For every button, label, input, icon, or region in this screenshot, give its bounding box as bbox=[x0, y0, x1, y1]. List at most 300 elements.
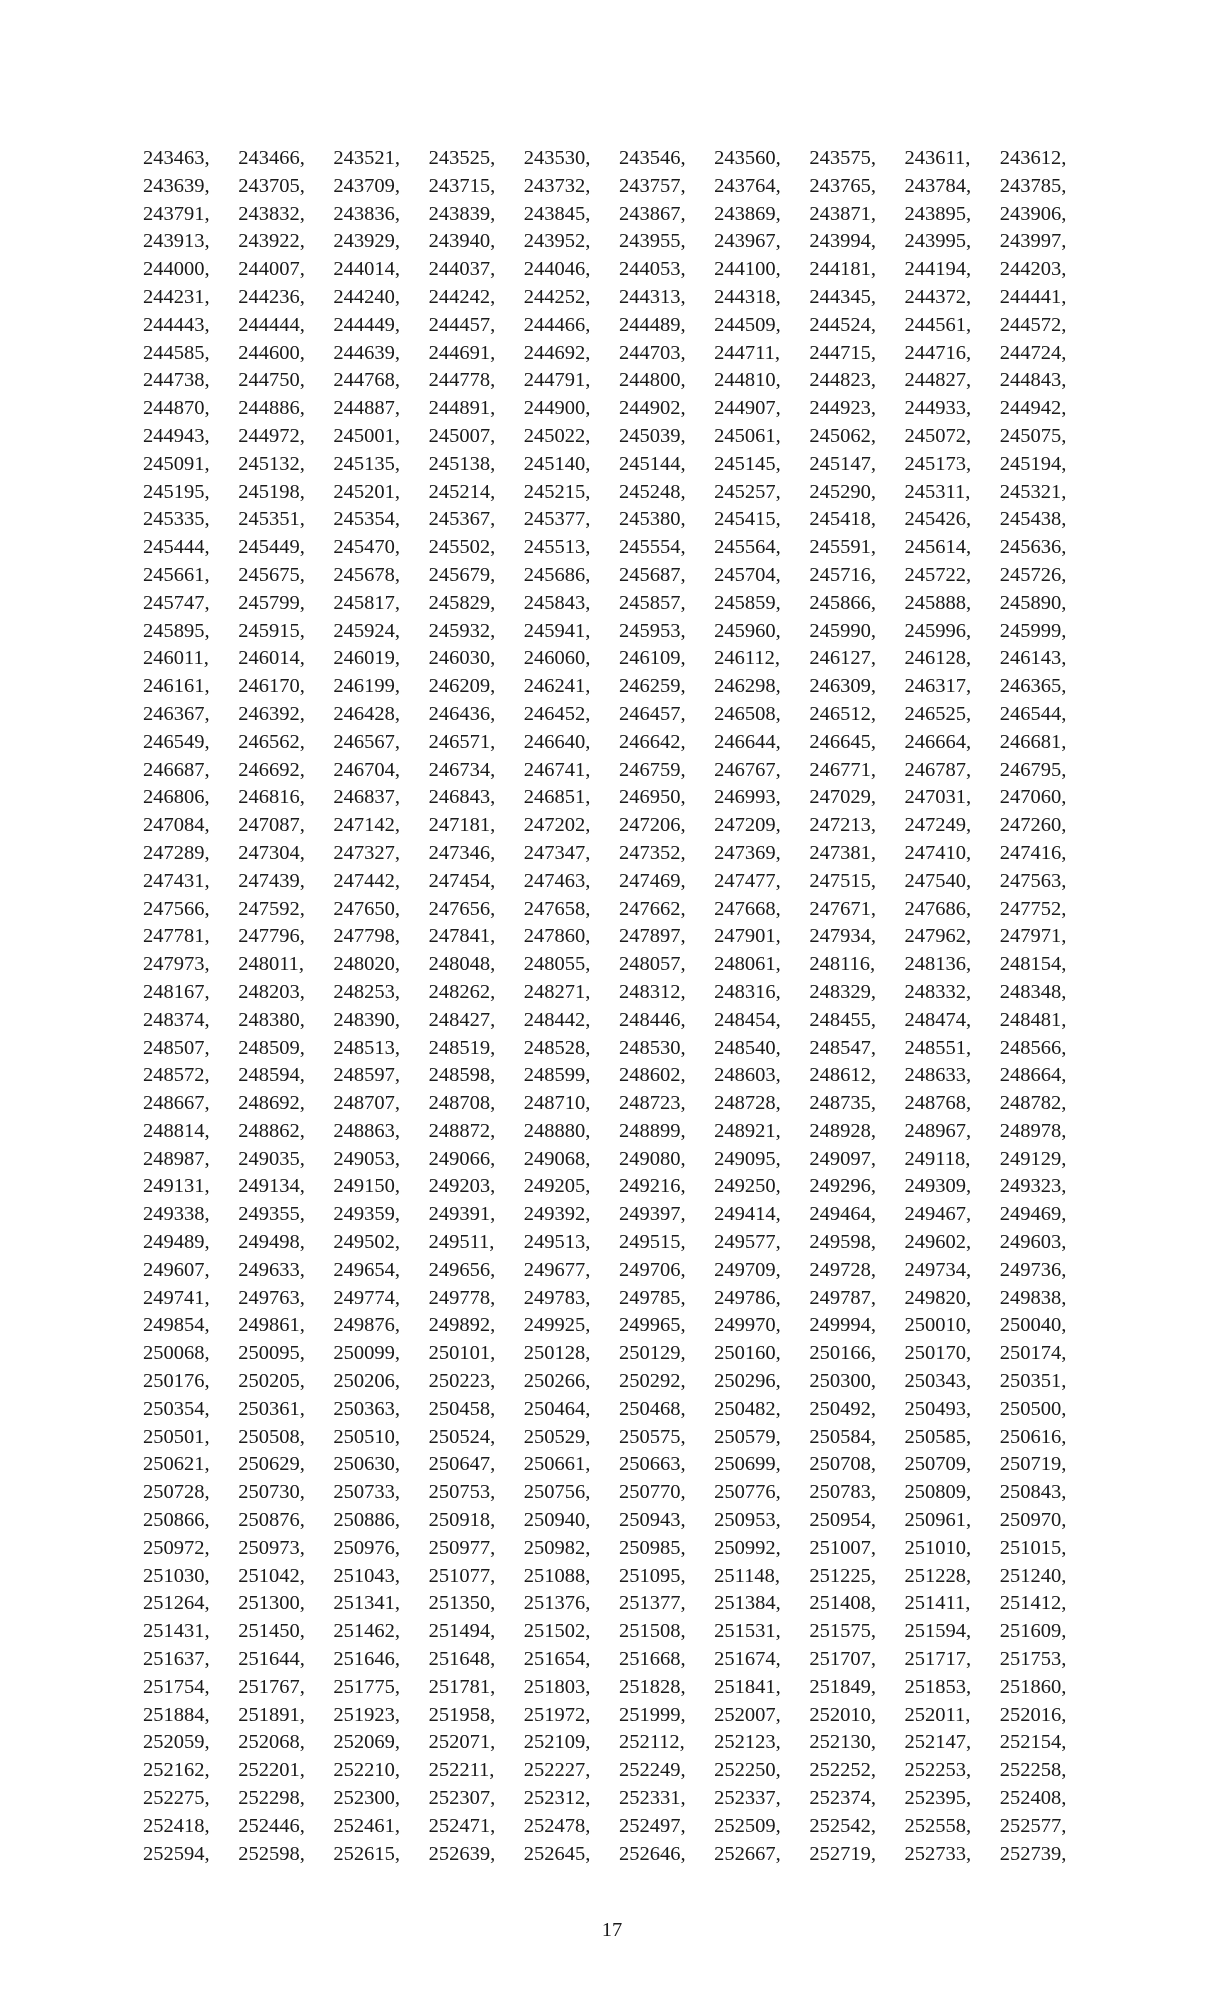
number-entry: 252211, bbox=[428, 1759, 495, 1782]
number-entry: 247439, bbox=[238, 869, 305, 892]
number-entry: 244933, bbox=[904, 397, 972, 420]
number-entry: 244800, bbox=[618, 369, 686, 392]
number-entry: 244750, bbox=[238, 369, 305, 392]
number-entry: 243836, bbox=[333, 202, 400, 225]
number-entry: 245564, bbox=[714, 536, 781, 559]
number-entry: 248329, bbox=[809, 980, 876, 1003]
number-entry: 248768, bbox=[904, 1092, 972, 1115]
number-entry: 244443, bbox=[143, 313, 210, 336]
number-entry: 249677, bbox=[523, 1258, 591, 1281]
number-entry: 243560, bbox=[714, 147, 781, 169]
number-entry: 247416, bbox=[999, 841, 1067, 864]
number-entry: 243709, bbox=[333, 174, 400, 197]
number-entry: 245426, bbox=[904, 508, 972, 531]
number-entry: 251376, bbox=[523, 1592, 591, 1615]
number-entry: 249706, bbox=[618, 1258, 686, 1281]
number-entry: 246993, bbox=[714, 786, 781, 809]
number-entry: 247289, bbox=[143, 841, 210, 864]
number-entry: 247142, bbox=[333, 814, 400, 837]
number-entry: 251754, bbox=[143, 1675, 210, 1698]
number-entry: 250354, bbox=[143, 1397, 210, 1420]
number-entry: 246664, bbox=[904, 730, 972, 753]
number-entry: 252446, bbox=[238, 1814, 305, 1837]
number-entry: 249783, bbox=[523, 1286, 591, 1309]
number-entry: 252227, bbox=[523, 1759, 591, 1782]
number-entry: 252298, bbox=[238, 1787, 305, 1810]
number-entry: 249053, bbox=[333, 1147, 400, 1170]
number-entry: 243732, bbox=[523, 174, 591, 197]
number-entry: 248880, bbox=[523, 1119, 591, 1142]
number-entry: 252059, bbox=[143, 1731, 210, 1754]
number-entry: 245636, bbox=[999, 536, 1067, 559]
number-entry: 251350, bbox=[428, 1592, 496, 1615]
number-entry: 249838, bbox=[999, 1286, 1067, 1309]
number-entry: 250128, bbox=[523, 1342, 591, 1365]
number-entry: 250458, bbox=[428, 1397, 496, 1420]
number-entry: 250508, bbox=[238, 1425, 305, 1448]
number-entry: 248136, bbox=[904, 953, 972, 976]
number-entry: 244691, bbox=[428, 341, 496, 364]
number-entry: 252331, bbox=[618, 1787, 686, 1810]
number-entry: 250266, bbox=[523, 1370, 591, 1393]
number-entry: 249861, bbox=[238, 1314, 305, 1337]
number-entry: 249787, bbox=[809, 1286, 876, 1309]
number-entry: 246011, bbox=[143, 647, 209, 670]
number-entry: 247442, bbox=[333, 869, 400, 892]
number-entry: 246692, bbox=[238, 758, 305, 781]
number-entry: 249095, bbox=[714, 1147, 781, 1170]
number-entry: 249359, bbox=[333, 1203, 400, 1226]
number-entry: 250783, bbox=[809, 1481, 876, 1504]
number-entry: 244887, bbox=[333, 397, 400, 420]
number-entry: 243967, bbox=[714, 230, 781, 253]
number-entry: 249467, bbox=[904, 1203, 972, 1226]
number-entry: 249734, bbox=[904, 1258, 972, 1281]
number-entry: 245418, bbox=[809, 508, 876, 531]
number-entry: 248863, bbox=[333, 1119, 400, 1142]
number-entry: 249598, bbox=[809, 1231, 876, 1254]
number-entry: 247860, bbox=[523, 925, 591, 948]
number-entry: 248509, bbox=[238, 1036, 305, 1059]
number-entry: 249131, bbox=[143, 1175, 210, 1198]
number-entry: 243525, bbox=[428, 147, 496, 169]
number-entry: 244891, bbox=[428, 397, 496, 420]
number-entry: 245953, bbox=[618, 619, 686, 642]
number-entry: 246644, bbox=[714, 730, 781, 753]
number-entry: 248664, bbox=[999, 1064, 1067, 1087]
number-entry: 246562, bbox=[238, 730, 305, 753]
number-entry: 244692, bbox=[523, 341, 591, 364]
number-entry: 245996, bbox=[904, 619, 972, 642]
number-entry: 250647, bbox=[428, 1453, 496, 1476]
number-entry: 244923, bbox=[809, 397, 876, 420]
number-entry: 252069, bbox=[333, 1731, 400, 1754]
number-entry: 250719, bbox=[999, 1453, 1067, 1476]
number-entry: 249778, bbox=[428, 1286, 496, 1309]
number-entry: 250629, bbox=[238, 1453, 305, 1476]
number-entry: 251015, bbox=[999, 1536, 1067, 1559]
number-entry: 246512, bbox=[809, 702, 876, 725]
number-entry: 244810, bbox=[714, 369, 781, 392]
number-entry: 248332, bbox=[904, 980, 972, 1003]
number-entry: 251095, bbox=[618, 1564, 686, 1587]
number-entry: 246298, bbox=[714, 675, 781, 698]
number-entry: 243832, bbox=[238, 202, 305, 225]
number-entry: 244037, bbox=[428, 258, 496, 281]
number-entry: 245941, bbox=[523, 619, 591, 642]
number-entry: 248967, bbox=[904, 1119, 972, 1142]
number-entry: 248374, bbox=[143, 1008, 210, 1031]
number-entry: 243869, bbox=[714, 202, 781, 225]
number-entry: 244972, bbox=[238, 424, 305, 447]
number-entry: 248551, bbox=[904, 1036, 972, 1059]
number-entry: 247662, bbox=[618, 897, 686, 920]
number-entry: 250174, bbox=[999, 1342, 1067, 1365]
number-entry: 248978, bbox=[999, 1119, 1067, 1142]
number-entry: 243997, bbox=[999, 230, 1067, 253]
number-entry: 247084, bbox=[143, 814, 210, 837]
number-entry: 248633, bbox=[904, 1064, 972, 1087]
number-entry: 251637, bbox=[143, 1648, 210, 1671]
number-entry: 252733, bbox=[904, 1842, 972, 1865]
number-entry: 252542, bbox=[809, 1814, 876, 1837]
number-entry: 244007, bbox=[238, 258, 305, 281]
number-entry: 248597, bbox=[333, 1064, 400, 1087]
number-entry: 250970, bbox=[999, 1509, 1067, 1532]
number-entry: 243839, bbox=[428, 202, 496, 225]
number-entry: 250843, bbox=[999, 1481, 1067, 1504]
number-entry: 243785, bbox=[999, 174, 1067, 197]
number-entry: 250584, bbox=[809, 1425, 876, 1448]
number-entry: 249392, bbox=[523, 1203, 591, 1226]
number-entry: 244466, bbox=[523, 313, 591, 336]
number-entry: 252154, bbox=[999, 1731, 1067, 1754]
number-entry: 248598, bbox=[428, 1064, 496, 1087]
number-entry: 250992, bbox=[714, 1536, 781, 1559]
number-entry: 246112, bbox=[714, 647, 780, 670]
number-entry: 250292, bbox=[618, 1370, 686, 1393]
number-entry: 245817, bbox=[333, 591, 400, 614]
number-entry: 252646, bbox=[618, 1842, 686, 1865]
number-entry: 250918, bbox=[428, 1509, 496, 1532]
number-entry: 243765, bbox=[809, 174, 876, 197]
number-entry: 247973, bbox=[143, 953, 210, 976]
number-entry: 245716, bbox=[809, 563, 876, 586]
number-entry: 248987, bbox=[143, 1147, 210, 1170]
number-entry: 252112, bbox=[618, 1731, 685, 1754]
number-entry: 249741, bbox=[143, 1286, 210, 1309]
number-entry: 250699, bbox=[714, 1453, 781, 1476]
number-entry: 249786, bbox=[714, 1286, 781, 1309]
number-entry: 252258, bbox=[999, 1759, 1067, 1782]
number-entry: 245415, bbox=[714, 508, 781, 531]
number-entry: 249469, bbox=[999, 1203, 1067, 1226]
number-entry: 245924, bbox=[333, 619, 400, 642]
number-entry: 245367, bbox=[428, 508, 496, 531]
number-entry: 245990, bbox=[809, 619, 876, 642]
number-entry: 246950, bbox=[618, 786, 686, 809]
number-entry: 243913, bbox=[143, 230, 210, 253]
number-entry: 248427, bbox=[428, 1008, 496, 1031]
number-entry: 249892, bbox=[428, 1314, 496, 1337]
number-entry: 243895, bbox=[904, 202, 972, 225]
number-entry: 243871, bbox=[809, 202, 876, 225]
number-entry: 250300, bbox=[809, 1370, 876, 1393]
number-entry: 249355, bbox=[238, 1203, 305, 1226]
number-entry: 251972, bbox=[523, 1703, 591, 1726]
number-entry: 247592, bbox=[238, 897, 305, 920]
number-entry: 252719, bbox=[809, 1842, 876, 1865]
number-entry: 248446, bbox=[618, 1008, 686, 1031]
number-entry: 244738, bbox=[143, 369, 210, 392]
number-entry: 248312, bbox=[618, 980, 686, 1003]
number-entry: 249397, bbox=[618, 1203, 686, 1226]
number-entry: 252312, bbox=[523, 1787, 591, 1810]
number-entry: 252471, bbox=[428, 1814, 496, 1837]
number-entry: 249633, bbox=[238, 1258, 305, 1281]
number-entry: 243521, bbox=[333, 147, 400, 169]
number-entry: 244524, bbox=[809, 313, 876, 336]
number-entry: 252300, bbox=[333, 1787, 400, 1810]
number-entry: 247352, bbox=[618, 841, 686, 864]
number-entry: 248928, bbox=[809, 1119, 876, 1142]
number-entry: 243845, bbox=[523, 202, 591, 225]
number-entry: 248566, bbox=[999, 1036, 1067, 1059]
number-entry: 249965, bbox=[618, 1314, 686, 1337]
number-entry: 249577, bbox=[714, 1231, 781, 1254]
number-entry: 246317, bbox=[904, 675, 972, 698]
number-entry: 245661, bbox=[143, 563, 210, 586]
number-entry: 249994, bbox=[809, 1314, 876, 1337]
number-entry: 249080, bbox=[618, 1147, 686, 1170]
number-entry: 251531, bbox=[714, 1620, 781, 1643]
number-entry: 245321, bbox=[999, 480, 1067, 503]
number-entry: 251494, bbox=[428, 1620, 496, 1643]
number-entry: 245888, bbox=[904, 591, 972, 614]
number-entry: 246571, bbox=[428, 730, 496, 753]
number-entry: 246109, bbox=[618, 647, 686, 670]
number-entry: 246567, bbox=[333, 730, 400, 753]
number-entry: 249502, bbox=[333, 1231, 400, 1254]
number-entry: 247540, bbox=[904, 869, 972, 892]
number-entry: 245678, bbox=[333, 563, 400, 586]
number-entry: 244240, bbox=[333, 285, 400, 308]
number-entry: 249068, bbox=[523, 1147, 591, 1170]
number-entry: 250492, bbox=[809, 1397, 876, 1420]
number-entry: 243791, bbox=[143, 202, 210, 225]
number-entry: 245195, bbox=[143, 480, 210, 503]
number-entry: 250977, bbox=[428, 1536, 496, 1559]
number-entry: 245704, bbox=[714, 563, 781, 586]
number-entry: 252645, bbox=[523, 1842, 591, 1865]
number-entry: 250709, bbox=[904, 1453, 972, 1476]
number-entry: 252615, bbox=[333, 1842, 400, 1865]
number-entry: 249150, bbox=[333, 1175, 400, 1198]
number-entry: 246128, bbox=[904, 647, 972, 670]
number-entry: 245215, bbox=[523, 480, 591, 503]
number-entry: 244231, bbox=[143, 285, 210, 308]
number-entry: 251030, bbox=[143, 1564, 210, 1587]
number-entry: 244639, bbox=[333, 341, 400, 364]
number-entry: 251043, bbox=[333, 1564, 400, 1587]
number-entry: 245726, bbox=[999, 563, 1067, 586]
number-entry: 248594, bbox=[238, 1064, 305, 1087]
number-entry: 250621, bbox=[143, 1453, 210, 1476]
number-entry: 246687, bbox=[143, 758, 210, 781]
number-entry: 245444, bbox=[143, 536, 210, 559]
number-entry: 245022, bbox=[523, 424, 591, 447]
number-entry: 252068, bbox=[238, 1731, 305, 1754]
number-entry: 243906, bbox=[999, 202, 1067, 225]
number-entry: 248011, bbox=[238, 953, 305, 976]
number-entry: 243784, bbox=[904, 174, 972, 197]
number-entry: 251860, bbox=[999, 1675, 1067, 1698]
number-entry: 244942, bbox=[999, 397, 1067, 420]
number-entry: 251828, bbox=[618, 1675, 686, 1698]
number-entry: 251884, bbox=[143, 1703, 210, 1726]
number-entry: 251408, bbox=[809, 1592, 876, 1615]
number-entry: 247410, bbox=[904, 841, 972, 864]
number-entry: 245061, bbox=[714, 424, 781, 447]
number-entry: 251431, bbox=[143, 1620, 210, 1643]
number-entry: 251775, bbox=[333, 1675, 400, 1698]
number-entry: 249338, bbox=[143, 1203, 210, 1226]
number-entry: 246019, bbox=[333, 647, 400, 670]
number-entry: 247752, bbox=[999, 897, 1067, 920]
number-entry: 243994, bbox=[809, 230, 876, 253]
number-entry: 246199, bbox=[333, 675, 400, 698]
number-entry: 245686, bbox=[523, 563, 591, 586]
number-entry: 245007, bbox=[428, 424, 496, 447]
number-entry: 247566, bbox=[143, 897, 210, 920]
number-entry: 248603, bbox=[714, 1064, 781, 1087]
number-entry: 246767, bbox=[714, 758, 781, 781]
number-entry: 243715, bbox=[428, 174, 496, 197]
number-entry: 246060, bbox=[523, 647, 591, 670]
number-entry: 243611, bbox=[904, 147, 971, 169]
number-entry: 251411, bbox=[904, 1592, 971, 1615]
number-entry: 247962, bbox=[904, 925, 972, 948]
number-entry: 246640, bbox=[523, 730, 591, 753]
number-entry: 248547, bbox=[809, 1036, 876, 1059]
number-entry: 245290, bbox=[809, 480, 876, 503]
number-entry: 251010, bbox=[904, 1536, 972, 1559]
number-entry: 247671, bbox=[809, 897, 876, 920]
number-entry: 245999, bbox=[999, 619, 1067, 642]
number-entry: 246428, bbox=[333, 702, 400, 725]
number-entry: 244716, bbox=[904, 341, 972, 364]
number-entry: 246367, bbox=[143, 702, 210, 725]
number-entry: 252374, bbox=[809, 1787, 876, 1810]
number-entry: 250524, bbox=[428, 1425, 496, 1448]
number-entry: 249654, bbox=[333, 1258, 400, 1281]
number-entry: 247202, bbox=[523, 814, 591, 837]
number-entry: 244509, bbox=[714, 313, 781, 336]
number-entry: 251594, bbox=[904, 1620, 972, 1643]
number-entry: 250579, bbox=[714, 1425, 781, 1448]
number-entry: 250972, bbox=[143, 1536, 210, 1559]
number-entry: 245257, bbox=[714, 480, 781, 503]
number-entry: 250223, bbox=[428, 1370, 496, 1393]
number-entry: 247060, bbox=[999, 786, 1067, 809]
number-entry: 245829, bbox=[428, 591, 496, 614]
number-entry: 247209, bbox=[714, 814, 781, 837]
number-entry: 251923, bbox=[333, 1703, 400, 1726]
number-entry: 252130, bbox=[809, 1731, 876, 1754]
number-entry: 249134, bbox=[238, 1175, 305, 1198]
number-entry: 248203, bbox=[238, 980, 305, 1003]
number-entry: 248253, bbox=[333, 980, 400, 1003]
number-entry: 249736, bbox=[999, 1258, 1067, 1281]
number-entry: 251609, bbox=[999, 1620, 1067, 1643]
number-entry: 246030, bbox=[428, 647, 496, 670]
number-entry: 248612, bbox=[809, 1064, 876, 1087]
number-entry: 243612, bbox=[999, 147, 1067, 169]
number-entry: 246795, bbox=[999, 758, 1067, 781]
number-entry: 244252, bbox=[523, 285, 591, 308]
number-entry: 244715, bbox=[809, 341, 876, 364]
number-entry: 243530, bbox=[523, 147, 591, 169]
number-entry: 250205, bbox=[238, 1370, 305, 1393]
number-entry: 251644, bbox=[238, 1648, 305, 1671]
number-entry: 248061, bbox=[714, 953, 781, 976]
number-entry: 243764, bbox=[714, 174, 781, 197]
number-entry: 248728, bbox=[714, 1092, 781, 1115]
number-entry: 243466, bbox=[238, 147, 305, 169]
number-entry: 250616, bbox=[999, 1425, 1067, 1448]
number-entry: 251767, bbox=[238, 1675, 305, 1698]
number-entry: 244823, bbox=[809, 369, 876, 392]
number-entry: 251668, bbox=[618, 1648, 686, 1671]
number-entry: 250756, bbox=[523, 1481, 591, 1504]
number-entry: 252162, bbox=[143, 1759, 210, 1782]
number-entry: 252249, bbox=[618, 1759, 686, 1782]
number-entry: 249498, bbox=[238, 1231, 305, 1254]
number-entry: 246851, bbox=[523, 786, 591, 809]
number-entry: 252250, bbox=[714, 1759, 781, 1782]
number-entry: 250529, bbox=[523, 1425, 591, 1448]
number-entry: 248271, bbox=[523, 980, 591, 1003]
number-entry: 244441, bbox=[999, 285, 1067, 308]
number-entry: 248707, bbox=[333, 1092, 400, 1115]
number-entry: 246734, bbox=[428, 758, 496, 781]
number-entry: 251412, bbox=[999, 1592, 1067, 1615]
number-entry: 249066, bbox=[428, 1147, 496, 1170]
number-entry: 249820, bbox=[904, 1286, 972, 1309]
number-entry: 248262, bbox=[428, 980, 496, 1003]
number-entry: 250973, bbox=[238, 1536, 305, 1559]
number-entry: 246127, bbox=[809, 647, 876, 670]
number-entry: 251042, bbox=[238, 1564, 305, 1587]
number-entry: 244572, bbox=[999, 313, 1067, 336]
number-entry: 248519, bbox=[428, 1036, 496, 1059]
number-entry: 250776, bbox=[714, 1481, 781, 1504]
number-entry: 252408, bbox=[999, 1787, 1067, 1810]
number-entry: 251803, bbox=[523, 1675, 591, 1698]
number-entry: 244561, bbox=[904, 313, 972, 336]
number-entry: 252594, bbox=[143, 1842, 210, 1865]
number-entry: 248899, bbox=[618, 1119, 686, 1142]
number-entry: 247668, bbox=[714, 897, 781, 920]
number-entry: 251853, bbox=[904, 1675, 972, 1698]
number-entry: 243940, bbox=[428, 230, 496, 253]
number-entry: 246642, bbox=[618, 730, 686, 753]
number-entry: 250010, bbox=[904, 1314, 972, 1337]
number-entry: 250500, bbox=[999, 1397, 1067, 1420]
number-entry: 250068, bbox=[143, 1342, 210, 1365]
number-entry: 249774, bbox=[333, 1286, 400, 1309]
number-entry: 245890, bbox=[999, 591, 1067, 614]
